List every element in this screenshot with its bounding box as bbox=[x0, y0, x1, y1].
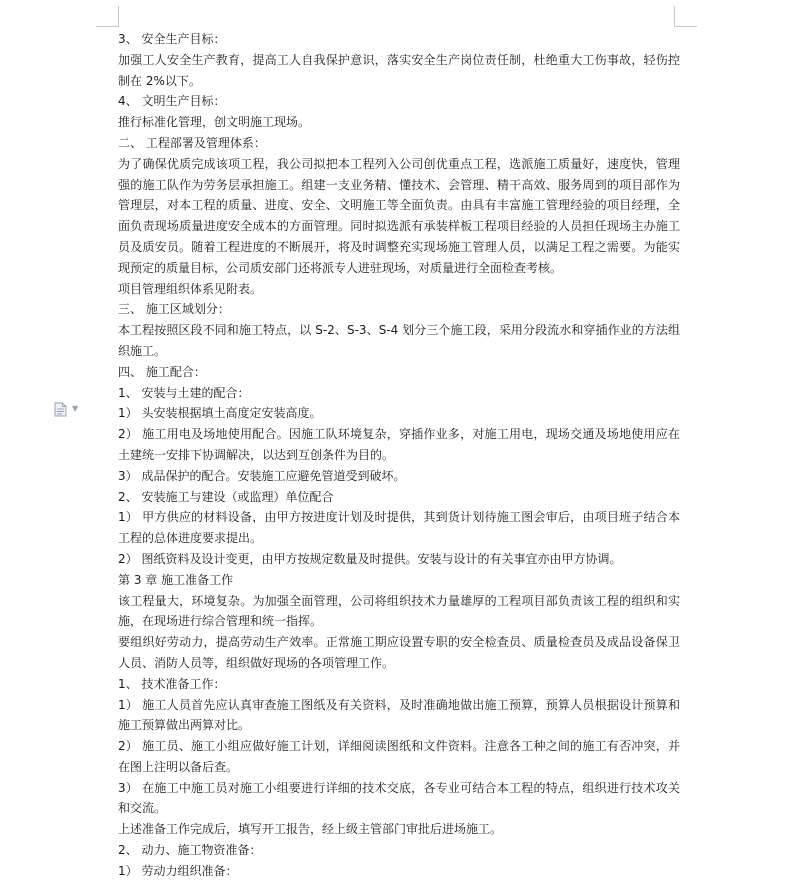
paragraph: 1） 甲方供应的材料设备，由甲方按进度计划及时提供，其到货计划待施工图会审后，由项目班子结合本工程的总体进度要求提出。 bbox=[118, 510, 680, 546]
page-corner-mark-top-left bbox=[96, 6, 119, 27]
paragraph: 3） 在施工中施工员对施工小组要进行详细的技术交底，各专业可结合本工程的特点，组织进行技术攻关和交流。 bbox=[118, 780, 680, 816]
paragraph: 项目管理组织体系见附表。 bbox=[118, 281, 263, 296]
paragraph: 加强工人安全生产教育，提高工人自我保护意识，落实安全生产岗位责任制，杜绝重大工伤事故，轻伤控制在 2%以下。 bbox=[118, 52, 680, 88]
paragraph: 1） 施工人员首先应认真审查施工图纸及有关资料，及时准确地做出施工预算，预算人员根据设计预算和施工预算做出两算对比。 bbox=[118, 697, 680, 733]
page-corner-mark-top-right bbox=[674, 6, 697, 27]
paragraph: 1、 安装与土建的配合： bbox=[118, 385, 250, 400]
paragraph: 推行标准化管理，创文明施工现场。 bbox=[118, 115, 311, 130]
paragraph: 上述准备工作完成后，填写开工报告，经上级主管部门审批后进场施工。 bbox=[118, 822, 503, 837]
paragraph: 要组织好劳动力，提高劳动生产效率。正常施工期应设置专职的安全检查员、质量检查员及成品设备保卫人员、消防人员等，组织做好现场的各项管理工作。 bbox=[118, 635, 680, 670]
paragraph: 第 3 章 施工准备工作 bbox=[118, 572, 234, 587]
paragraph: 1） 头安装根据填土高度定安装高度。 bbox=[118, 406, 322, 421]
paragraph: 2、 动力、施工物资准备： bbox=[118, 843, 262, 858]
paragraph: 2、 安装施工与建设（或监理）单位配合 bbox=[118, 489, 334, 504]
document-icon[interactable] bbox=[54, 402, 67, 417]
paragraph: 为了确保优质完成该项工程，我公司拟把本工程列入公司创优重点工程，选派施工质量好，速度快，管理强的施工队作为劳务层承担施工。组建一支业务精、懂技术、会管理、精干高效、服务周到的项目部作为管理层，对本工程的质量、进度、安全、文明施工等全面负责。由具有丰富施工管理经验的项目经理，全面负责现场质量进度安全成本的方面管理。同时拟选派有承装样板工程项目经验的人员担任现场主办施工员及质安员。随着工程进度的不断展开，将及时调整充实现场施工管理人员，以满足工程之需要。为能实现预定的质量目标，公司质安部门还将派专人进驻现场，对质量进行全面检查考核。 bbox=[118, 156, 680, 275]
paragraph: 四、 施工配合： bbox=[118, 364, 206, 379]
paragraph: 二、 工程部署及管理体系： bbox=[118, 135, 266, 150]
paragraph: 3） 成品保护的配合。安装施工应避免管道受到破坏。 bbox=[118, 468, 406, 483]
paragraph: 1、 技术准备工作： bbox=[118, 676, 226, 691]
paragraph: 3、 安全生产目标： bbox=[118, 32, 226, 46]
paragraph: 1） 劳动力组织准备： bbox=[118, 863, 238, 878]
paragraph: 该工程量大，环境复杂。为加强全面管理，公司将组织技术力量雄厚的工程项目部负责该工程的组织和实施，在现场进行综合管理和统一指挥。 bbox=[118, 593, 680, 629]
paragraph: 2） 施工用电及场地使用配合。因施工队环境复杂，穿插作业多，对施工用电，现场交通及场地使用应在土建统一安排下协调解决，以达到互创条件为目的。 bbox=[118, 427, 680, 462]
chevron-down-icon[interactable]: ▼ bbox=[72, 404, 79, 413]
paragraph: 4、 文明生产目标： bbox=[118, 94, 226, 109]
paragraph: 2） 图纸资料及设计变更，由甲方按规定数量及时提供。安装与设计的有关事宜亦由甲方协调。 bbox=[118, 551, 622, 566]
paragraph: 三、 施工区域划分： bbox=[118, 302, 230, 317]
paragraph: 本工程按照区段不同和施工特点，以 S-2、S-3、S-4 划分三个施工段，采用分段流水和穿插作业的方法组织施工。 bbox=[118, 323, 680, 358]
paragraph: 2） 施工员、施工小组应做好施工计划，详细阅读图纸和文件资料。注意各工种之间的施工有否冲突，并在图上注明以备后查。 bbox=[118, 739, 680, 774]
document-body bbox=[118, 29, 680, 882]
